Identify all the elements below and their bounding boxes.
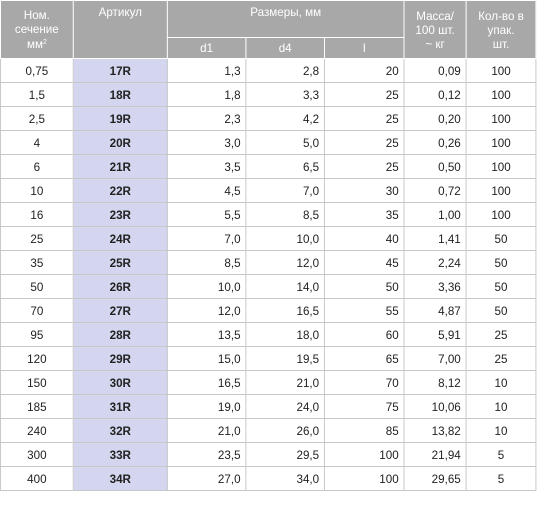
cell-d4: 4,2 bbox=[246, 107, 325, 131]
cell-d4: 5,0 bbox=[246, 131, 325, 155]
cell-qty: 10 bbox=[466, 419, 536, 443]
header-section-unit-sup: 2 bbox=[42, 39, 47, 46]
table-row bbox=[0, 395, 535, 419]
cell-d4: 10,0 bbox=[246, 227, 325, 251]
cell-d4: 24,0 bbox=[246, 395, 325, 419]
cell-article: 27R bbox=[73, 299, 167, 323]
cell-d4: 6,5 bbox=[246, 155, 325, 179]
cell-l: 75 bbox=[324, 395, 404, 419]
cell-article: 25R bbox=[73, 251, 167, 275]
table-row bbox=[0, 131, 535, 155]
cell-d4: 19,5 bbox=[246, 347, 325, 371]
cell-section: 2,5 bbox=[0, 107, 73, 131]
cell-d4: 12,0 bbox=[246, 251, 325, 275]
cell-article: 34R bbox=[73, 467, 167, 491]
header-article bbox=[73, 1, 167, 59]
cell-article: 26R bbox=[73, 275, 167, 299]
cell-d1: 13,5 bbox=[167, 323, 246, 347]
cell-section: 185 bbox=[0, 395, 73, 419]
cell-qty: 100 bbox=[466, 179, 536, 203]
cell-section: 120 bbox=[0, 347, 73, 371]
cell-section: 4 bbox=[0, 131, 73, 155]
cell-section: 10 bbox=[0, 179, 73, 203]
cell-l: 35 bbox=[324, 203, 404, 227]
cell-d1: 23,5 bbox=[167, 443, 246, 467]
cell-qty: 100 bbox=[466, 203, 536, 227]
cell-section: 70 bbox=[0, 299, 73, 323]
cell-d4: 14,0 bbox=[246, 275, 325, 299]
cell-l: 25 bbox=[324, 155, 404, 179]
cell-mass: 1,41 bbox=[404, 227, 466, 251]
cell-mass: 3,36 bbox=[404, 275, 466, 299]
cell-article: 30R bbox=[73, 371, 167, 395]
cell-d4: 7,0 bbox=[246, 179, 325, 203]
cell-d1: 8,5 bbox=[167, 251, 246, 275]
table-row bbox=[0, 323, 535, 347]
table-row bbox=[0, 107, 535, 131]
cell-l: 45 bbox=[324, 251, 404, 275]
header-section-line1: Ном. bbox=[23, 8, 50, 22]
cell-article: 32R bbox=[73, 419, 167, 443]
table-row bbox=[0, 227, 535, 251]
cell-d4: 16,5 bbox=[246, 299, 325, 323]
header-nominal-section bbox=[0, 1, 73, 59]
cell-qty: 100 bbox=[466, 83, 536, 107]
cell-l: 100 bbox=[324, 467, 404, 491]
cell-section: 25 bbox=[0, 227, 73, 251]
cell-section: 150 bbox=[0, 371, 73, 395]
header-l: l bbox=[324, 38, 404, 59]
cell-mass: 0,26 bbox=[404, 131, 466, 155]
table-row bbox=[0, 179, 535, 203]
table-row bbox=[0, 83, 535, 107]
table-row bbox=[0, 275, 535, 299]
cell-l: 25 bbox=[324, 131, 404, 155]
cell-mass: 0,09 bbox=[404, 59, 466, 83]
cell-qty: 50 bbox=[466, 299, 536, 323]
cell-mass: 8,12 bbox=[404, 371, 466, 395]
header-mass bbox=[404, 1, 466, 59]
cell-d1: 3,0 bbox=[167, 131, 246, 155]
header-dimensions-label: Размеры, мм bbox=[250, 5, 322, 19]
cell-section: 300 bbox=[0, 443, 73, 467]
cell-article: 23R bbox=[73, 203, 167, 227]
cell-qty: 25 bbox=[466, 347, 536, 371]
cell-d1: 15,0 bbox=[167, 347, 246, 371]
table-row bbox=[0, 467, 535, 491]
cell-qty: 25 bbox=[466, 323, 536, 347]
cell-mass: 0,12 bbox=[404, 83, 466, 107]
table-row bbox=[0, 371, 535, 395]
cell-qty: 5 bbox=[466, 467, 536, 491]
cell-article: 24R bbox=[73, 227, 167, 251]
cell-qty: 50 bbox=[466, 251, 536, 275]
cell-article: 33R bbox=[73, 443, 167, 467]
cell-d4: 26,0 bbox=[246, 419, 325, 443]
cell-article: 21R bbox=[73, 155, 167, 179]
cell-d4: 2,8 bbox=[246, 59, 325, 83]
cell-section: 95 bbox=[0, 323, 73, 347]
table-row bbox=[0, 59, 535, 83]
table-row bbox=[0, 419, 535, 443]
header-dimensions bbox=[167, 1, 404, 38]
cell-l: 65 bbox=[324, 347, 404, 371]
cell-mass: 13,82 bbox=[404, 419, 466, 443]
cell-d4: 21,0 bbox=[246, 371, 325, 395]
cell-qty: 100 bbox=[466, 107, 536, 131]
cell-d4: 3,3 bbox=[246, 83, 325, 107]
cell-d1: 4,5 bbox=[167, 179, 246, 203]
cell-d1: 16,5 bbox=[167, 371, 246, 395]
table-row bbox=[0, 251, 535, 275]
table-row bbox=[0, 299, 535, 323]
cell-l: 20 bbox=[324, 59, 404, 83]
cell-d1: 3,5 bbox=[167, 155, 246, 179]
cell-mass: 1,00 bbox=[404, 203, 466, 227]
cell-d1: 1,3 bbox=[167, 59, 246, 83]
cell-section: 0,75 bbox=[0, 59, 73, 83]
cell-article: 28R bbox=[73, 323, 167, 347]
cell-mass: 7,00 bbox=[404, 347, 466, 371]
cell-l: 25 bbox=[324, 83, 404, 107]
cell-section: 400 bbox=[0, 467, 73, 491]
cell-qty: 100 bbox=[466, 131, 536, 155]
cell-section: 35 bbox=[0, 251, 73, 275]
cell-l: 55 bbox=[324, 299, 404, 323]
cell-article: 18R bbox=[73, 83, 167, 107]
cell-d1: 5,5 bbox=[167, 203, 246, 227]
cell-d1: 1,8 bbox=[167, 83, 246, 107]
cell-d4: 29,5 bbox=[246, 443, 325, 467]
cell-d1: 7,0 bbox=[167, 227, 246, 251]
cell-mass: 2,24 bbox=[404, 251, 466, 275]
header-section-unit: мм bbox=[26, 37, 43, 51]
cell-l: 30 bbox=[324, 179, 404, 203]
cell-d1: 2,3 bbox=[167, 107, 246, 131]
cell-section: 6 bbox=[0, 155, 73, 179]
cell-qty: 10 bbox=[466, 395, 536, 419]
cell-d4: 18,0 bbox=[246, 323, 325, 347]
header-qty-line3: шт. bbox=[492, 36, 510, 51]
cell-article: 22R bbox=[73, 179, 167, 203]
cell-article: 29R bbox=[73, 347, 167, 371]
cell-article: 19R bbox=[73, 107, 167, 131]
cell-d1: 27,0 bbox=[167, 467, 246, 491]
cell-qty: 5 bbox=[466, 443, 536, 467]
header-section-line2: сечение bbox=[14, 22, 59, 36]
header-mass-line3: ~ кг bbox=[425, 36, 445, 51]
cell-section: 16 bbox=[0, 203, 73, 227]
cell-d1: 21,0 bbox=[167, 419, 246, 443]
header-mass-line1: Масса/ bbox=[416, 8, 454, 23]
cell-article: 20R bbox=[73, 131, 167, 155]
cell-l: 100 bbox=[324, 443, 404, 467]
cell-d1: 19,0 bbox=[167, 395, 246, 419]
cell-l: 60 bbox=[324, 323, 404, 347]
table-row bbox=[0, 203, 535, 227]
cell-mass: 0,20 bbox=[404, 107, 466, 131]
cell-l: 70 bbox=[324, 371, 404, 395]
cell-article: 17R bbox=[73, 59, 167, 83]
header-article-label: Артикул bbox=[98, 5, 142, 19]
cell-l: 50 bbox=[324, 275, 404, 299]
table-body bbox=[0, 59, 535, 491]
cell-mass: 10,06 bbox=[404, 395, 466, 419]
cell-qty: 50 bbox=[466, 227, 536, 251]
cell-mass: 21,94 bbox=[404, 443, 466, 467]
cell-l: 40 bbox=[324, 227, 404, 251]
table-row bbox=[0, 347, 535, 371]
cell-qty: 10 bbox=[466, 371, 536, 395]
table-header bbox=[0, 1, 535, 59]
table-row bbox=[0, 443, 535, 467]
cell-article: 31R bbox=[73, 395, 167, 419]
cell-mass: 4,87 bbox=[404, 299, 466, 323]
cell-l: 85 bbox=[324, 419, 404, 443]
cell-section: 50 bbox=[0, 275, 73, 299]
table-row bbox=[0, 155, 535, 179]
cell-qty: 100 bbox=[466, 155, 536, 179]
cell-qty: 100 bbox=[466, 59, 536, 83]
cell-qty: 50 bbox=[466, 275, 536, 299]
cell-d1: 10,0 bbox=[167, 275, 246, 299]
header-mass-line2: 100 шт. bbox=[415, 22, 455, 37]
cell-mass: 29,65 bbox=[404, 467, 466, 491]
cell-d1: 12,0 bbox=[167, 299, 246, 323]
header-qty bbox=[466, 1, 536, 59]
header-d1: d1 bbox=[167, 38, 246, 59]
cell-d4: 34,0 bbox=[246, 467, 325, 491]
cell-mass: 0,72 bbox=[404, 179, 466, 203]
header-qty-line2: упак. bbox=[487, 22, 515, 37]
cell-section: 240 bbox=[0, 419, 73, 443]
cell-mass: 5,91 bbox=[404, 323, 466, 347]
header-d4: d4 bbox=[246, 38, 325, 59]
cell-l: 25 bbox=[324, 107, 404, 131]
cell-section: 1,5 bbox=[0, 83, 73, 107]
cell-mass: 0,50 bbox=[404, 155, 466, 179]
header-qty-line1: Кол-во в bbox=[478, 8, 524, 23]
cell-d4: 8,5 bbox=[246, 203, 325, 227]
